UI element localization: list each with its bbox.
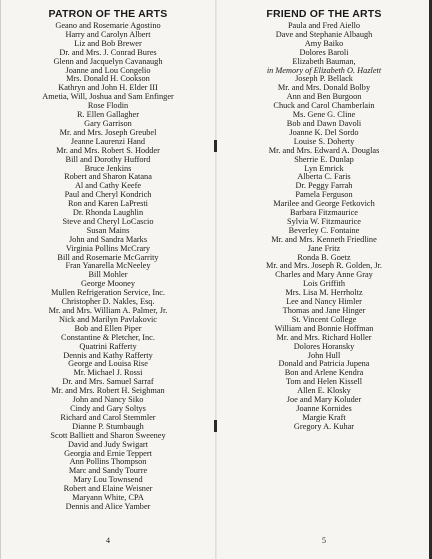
patron-name: Glenn and Jacquelyn Cavanaugh xyxy=(53,56,163,66)
friend-name: Ann and Ben Burgoon xyxy=(286,92,362,102)
patron-name: Christopher D. Nakles, Esq. xyxy=(61,297,155,307)
patron-name: George and Louisa Rise xyxy=(68,359,148,369)
friend-list xyxy=(216,22,432,432)
friend-name: Bob and Dawn Davoli xyxy=(286,118,362,128)
patron-name: Kathryn and John H. Elder III xyxy=(58,83,158,93)
friend-name: Lyn Emrick xyxy=(304,163,344,173)
friend-name: Alberta C. Faris xyxy=(297,172,351,182)
friend-name: Mr. and Mrs. Richard Holler xyxy=(276,332,372,342)
patron-name: Bill and Rosemarie McGarrity xyxy=(57,252,159,262)
friend-name: Sherrie E. Dunlap xyxy=(294,154,354,164)
page-number-left: 4 xyxy=(106,536,110,545)
patron-name: Dr. Rhonda Laughlin xyxy=(72,208,144,218)
patron-name: John and Nancy Siko xyxy=(72,395,144,405)
patron-name: Robert and Sharon Katana xyxy=(64,172,152,182)
friend-name: Dave and Stephanie Albaugh xyxy=(275,29,373,39)
friend-name: Ms. Gene G. Cline xyxy=(292,110,356,120)
friend-name: William and Bonnie Hoffman xyxy=(274,323,374,333)
patron-name: Constantine & Pletcher, Inc. xyxy=(61,332,155,342)
patron-name: Paul and Cheryl Kondrich xyxy=(64,190,152,200)
patron-name: Nick and Marilyn Pavlakovic xyxy=(59,314,157,324)
friend-name: Tom and Helen Kissell xyxy=(285,377,363,387)
patron-name: Dianne P. Stumbaugh xyxy=(72,421,144,431)
patron-name: Mr. and Mrs. Robert H. Seighman xyxy=(51,386,165,396)
friend-name: Mr. and Mrs. Edward A. Douglas xyxy=(268,145,380,155)
patron-name: Liz and Bob Brewer xyxy=(74,38,142,48)
right-page xyxy=(216,0,432,559)
patron-name: Harry and Carolyn Albert xyxy=(65,29,151,39)
friend-heading: FRIEND OF THE ARTS xyxy=(266,8,382,20)
friend-name: Charles and Mary Anne Gray xyxy=(275,270,373,280)
friend-name: Dolores Horansky xyxy=(293,341,355,351)
patron-name: Mrs. Donald H. Cookson xyxy=(66,74,150,84)
patron-name: Joanne and Lou Congelio xyxy=(65,65,151,75)
friend-name: Thomas and Jane Hinger xyxy=(282,306,366,315)
friend-name: Dr. Peggy Farrah xyxy=(295,181,353,191)
patron-name: Mr. and Mrs. Robert S. Hodder xyxy=(56,145,160,155)
patron-name: Mullen Refrigeration Service, Inc. xyxy=(50,288,166,298)
friend-name: Lee and Nancy Himler xyxy=(286,297,362,307)
patron-name: Bill and Dorothy Hufford xyxy=(65,154,151,164)
friend-name: Lois Griffith xyxy=(302,279,346,289)
patron-name: Quatrini Rafferty xyxy=(79,341,137,351)
patron-name: Steve and Cheryl LoCascio xyxy=(62,216,154,226)
patron-name: Georgia and Ernie Teppert xyxy=(64,448,152,458)
friend-name: Marilee and George Fetkovich xyxy=(273,199,375,209)
patron-name: Cindy and Gary Soltys xyxy=(70,403,146,413)
patron-name: Rose Flodin xyxy=(87,101,129,111)
patron-name: R. Ellen Gallagher xyxy=(77,110,139,120)
friend-name: Paula and Fred Aiello xyxy=(287,21,361,30)
friend-name: Joseph P. Bellack xyxy=(295,74,353,84)
friend-name: Sylvia W. Fitzmaurice xyxy=(287,216,361,226)
friend-name: Margie Kraft xyxy=(302,412,346,422)
patron-name: Al and Cathy Keefe xyxy=(74,181,142,191)
patron-name: Susan Mains xyxy=(86,225,130,235)
memorial-note: in Memory of Elizabeth O. Hazlett xyxy=(266,65,382,75)
friend-name: Mr. and Mrs. Joseph R. Golden, Jr. xyxy=(266,261,382,271)
patron-name: Bruce Jenkins xyxy=(84,163,132,173)
patron-name: David and Judy Swigart xyxy=(68,439,148,449)
patron-name: Fran Yanarella McNeeley xyxy=(65,261,151,271)
patron-name: Geano and Rosemarie Agostino xyxy=(55,21,161,30)
patron-name: Richard and Carol Stemmler xyxy=(60,412,156,422)
patron-name: Mr. and Mrs. William A. Palmer, Jr. xyxy=(48,306,168,315)
patron-name: Jeanne Laurenzi Hand xyxy=(70,136,146,146)
patron-list xyxy=(0,22,216,512)
patron-name: Maryann White, CPA xyxy=(72,493,144,503)
friend-name: Pamela Ferguson xyxy=(295,190,353,200)
friend-name: John Hull xyxy=(307,350,341,360)
patron-name: George Mooney xyxy=(81,279,135,289)
patron-name: Bob and Ellen Piper xyxy=(74,323,142,333)
friend-name: Ronda B. Goetz xyxy=(297,252,351,262)
friend-name: Beverley C. Fontaine xyxy=(288,225,360,235)
friend-name: Barbara Fitzmaurice xyxy=(290,208,358,218)
patron-name: Ann Pollins Thompson xyxy=(69,457,147,467)
friend-name: Mrs. Lisa M. Herrholtz xyxy=(285,288,363,298)
friend-name: Chuck and Carol Chamberlain xyxy=(273,101,375,111)
friend-name: Elizabeth Bauman, xyxy=(292,56,356,66)
patron-name: Robert and Elaine Weisner xyxy=(63,484,153,494)
friend-name: St. Vincent College xyxy=(291,314,357,324)
page-number-right: 5 xyxy=(322,536,326,545)
patron-name: Ron and Karen LaPresti xyxy=(68,199,148,209)
friend-name: Joanne Kornides xyxy=(296,403,352,413)
friend-name: Allen E. Klosky xyxy=(297,386,351,396)
patron-name: Scott Balliett and Sharon Sweeney xyxy=(50,430,166,440)
patron-name: Bill Mohler xyxy=(88,270,128,280)
friend-name: Donald and Patricia Jupena xyxy=(278,359,370,369)
friend-name: Gregory A. Kuhar xyxy=(293,421,355,431)
friend-name: Mr. and Mrs. Kenneth Friedline xyxy=(271,234,377,244)
patron-heading: PATRON OF THE ARTS xyxy=(48,8,168,20)
patron-name: John and Sandra Marks xyxy=(68,234,148,244)
patron-name: Dennis and Kathy Rafferty xyxy=(63,350,153,360)
friend-name: Joe and Mary Koluder xyxy=(286,395,362,405)
friend-name: Jane Fritz xyxy=(307,243,341,253)
patron-name: Dennis and Alice Yamber xyxy=(65,501,151,511)
patron-name: Mr. and Mrs. Joseph Greubel xyxy=(59,127,157,137)
patron-name: Dr. and Mrs. J. Conrad Bures xyxy=(59,47,157,57)
friend-name: Joanne K. Del Sordo xyxy=(289,127,359,137)
patron-name: Mary Lou Townsend xyxy=(73,475,143,485)
friend-name: Louise S. Doherty xyxy=(293,136,355,146)
patron-name: Virginia Pollins McCrary xyxy=(65,243,151,253)
patron-name: Ametia, Will, Joshua and Sam Enfinger xyxy=(42,92,174,102)
friend-name: Amy Baiko xyxy=(304,38,344,48)
friend-name: Bon and Arlene Kendra xyxy=(284,368,364,378)
patron-name: Dr. and Mrs. Samuel Sarraf xyxy=(62,377,154,387)
patron-name: Mr. Michael J. Rossi xyxy=(73,368,143,378)
friend-name: Dolores Baroli xyxy=(299,47,349,57)
patron-name: Gary Garrison xyxy=(84,118,132,128)
patron-name: Marc and Sandy Tourre xyxy=(68,466,148,476)
friend-name: Mr. and Mrs. Donald Bolby xyxy=(277,83,371,93)
